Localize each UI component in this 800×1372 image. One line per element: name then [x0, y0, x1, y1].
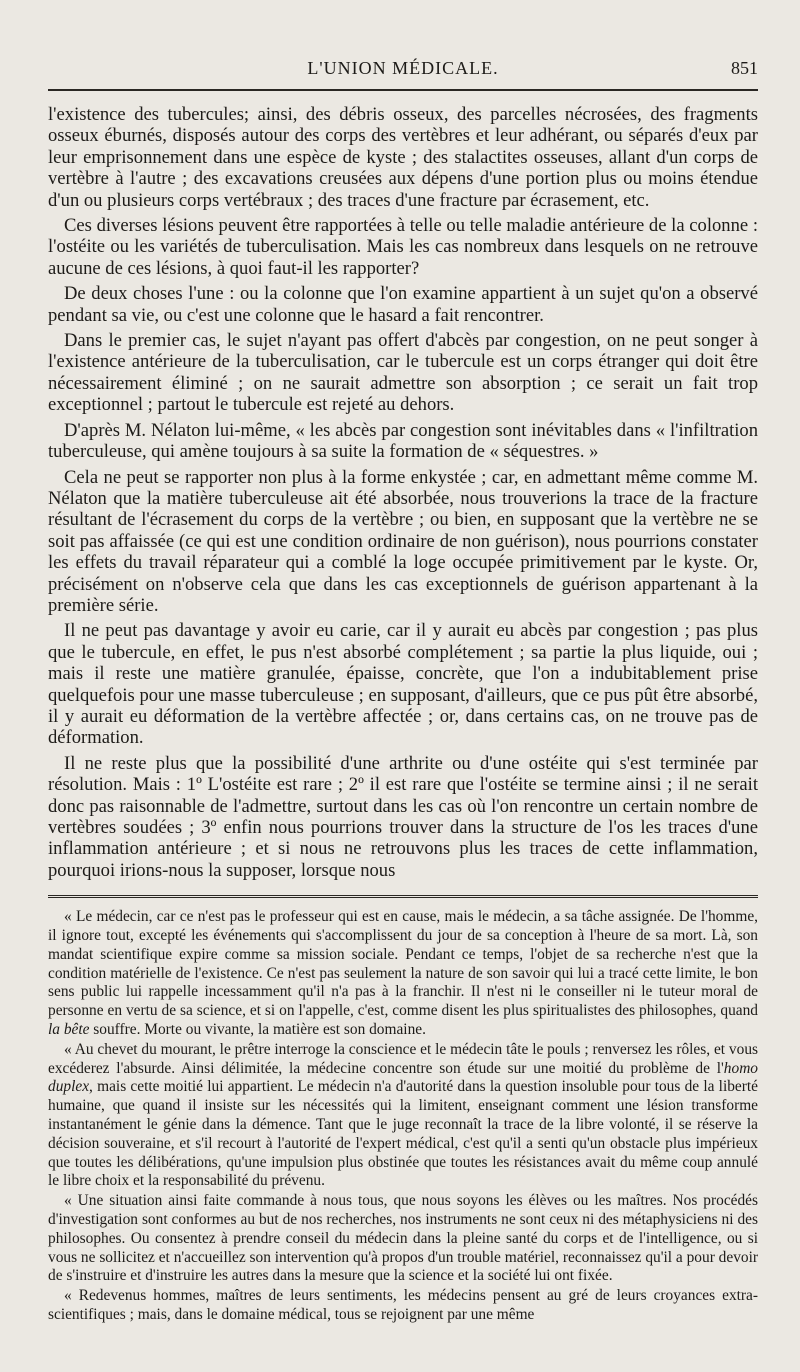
footnote-italic: homo duplex [48, 1059, 758, 1096]
paragraph: D'après M. Nélaton lui-même, « les abcès par congestion sont inévitables dans « l'infiltration tuberculeuse, qui amène toujours à sa suite la formation de « séquestres. » [48, 419, 758, 463]
paragraph: Il ne peut pas davantage y avoir eu carie, car il y aurait eu abcès par congestion ; pas plus que le tubercule, en effet, le pus n'est absorbé complétement ; sa partie la plus liquide, oui ; mais il reste une matière granulée, épaisse, concrète, que l'on a indubitablement prise quelquefois pour une masse tuberculeuse ; en supposant, d'ailleurs, que ce pus pût être absorbé, il y aurait eu déformation de la vertèbre affectée ; or, dans certains cas, on ne trouve pas de déformation. [48, 620, 758, 749]
footnote-text: , mais cette moitié lui appartient. Le médecin n'a d'autorité dans la question insoluble pour tous de la liberté humaine, que quand il insiste sur les nécessités qui la limitent, enseignant comment une lésion transforme instantanément le génie dans la démence. Tant que le juge reconnaît la trace de la libre volonté, il se réserve la décision souveraine, et s'il recourt à l'autorité de l'expert médical, c'est qu'il a senti qu'un obstacle plus impérieux que toutes les délibérations, qu'une impulsion plus obstinée que toutes les résistances avait du même coup annulé le libre choix et la responsabilité du prévenu. [48, 1078, 758, 1190]
paragraph: l'existence des tubercules; ainsi, des débris osseux, des parcelles nécrosées, des fragments osseux éburnés, disposés autour des corps des vertèbres et leur adhérant, ou séparés d'eux par leur emprisonnement dans une espèce de kyste ; des stalactites osseuses, allant d'un corps de vertèbre à l'autre ; des excavations creusées aux dépens d'une portion plus ou moins étendue d'un ou plusieurs corps vertébraux ; des traces d'une fracture par écrasement, etc. [48, 104, 758, 211]
header-rule [48, 89, 758, 91]
footnote-paragraph: « Une situation ainsi faite commande à nous tous, que nous soyons les élèves ou les maîtres. Nos procédés d'investigation sont conformes au but de nos recherches, nos instruments ne sont ceux ni des métaphysiciens ni des philosophes. Ou consentez à prendre conseil du médecin dans la pleine santé du corps et de l'intelligence, ou si vous ne sollicitez et n'accueillez son intervention qu'à propos d'un trouble matériel, reconnaissez qu'il a pour devoir de s'instruire et d'instruire les autres dans la mesure que la science et la société lui ont fixée. [48, 1192, 758, 1285]
footnote-paragraph: « Redevenus hommes, maîtres de leurs sentiments, les médecins pensent au gré de leurs croyances extra-scientifiques ; mais, dans le domaine médical, tous se rejoignent par une même [48, 1287, 758, 1323]
paragraph: Dans le premier cas, le sujet n'ayant pas offert d'abcès par congestion, on ne peut songer à l'existence antérieure de la tuberculisation, car le tubercule est un corps étranger qui doit être nécessairement éliminé ; on ne saurait admettre son absorption ; ce serait un fait trop exceptionnel ; partout le tubercule est rejeté au dehors. [48, 330, 758, 416]
footnote-paragraph [48, 908, 758, 1040]
footnote-text: souffre. Morte ou vivante, la matière est son domaine. [89, 1021, 426, 1038]
footnote-text: « Le médecin, car ce n'est pas le professeur qui est en cause, mais le médecin, a sa tâche assignée. De l'homme, il ignore tout, excepté les événements qui s'accomplissent du jour de sa conception à l'heure de sa mort. Là, son mandat scientifique expire comme sa mission sociale. Pendant ce temps, l'objet de sa recherche n'est que la condition matérielle de l'existence. Ce n'est pas seulement la nature de son savoir qui lui a tracé cette limite, le bon sens public lui rappelle incessamment qu'il n'a pas à la franchir. Il n'est ni le conseiller ni le tuteur moral de personne en vertu de sa science, et si on l'appelle, c'est, comme disent les plus spiritualistes des philosophes, quand [48, 908, 758, 1020]
footnote-italic: la bête [48, 1021, 90, 1038]
footnotes [48, 908, 758, 1325]
paragraph: Cela ne peut se rapporter non plus à la forme enkystée ; car, en admettant même comme M. Nélaton que la matière tuberculeuse ait été absorbée, nous trouverions la trace de la fracture résultant de l'écrasement du corps de la vertèbre ; ou bien, en supposant que la vertèbre ne se soit pas affaissée (ce qui est une condition ordinaire de non guérison), nous pourrions constater les effets du travail réparateur qui a comblé la loge occupée primitivement par le kyste. Or, précisément on n'observe cela que dans les cas exceptionnels de guérison appartenant à la première série. [48, 466, 758, 616]
footnote-paragraph [48, 1041, 758, 1191]
footnote-text: « Au chevet du mourant, le prêtre interroge la conscience et le médecin tâte le pouls ; renversez les rôles, et vous excéderez l'absurde. Ainsi délimitée, la médecine concentre son étude sur une moitié du problème de l' [48, 1040, 758, 1077]
page-header [48, 0, 758, 88]
running-title: L'UNION MÉDICALE. [307, 58, 499, 78]
page-number: 851 [731, 58, 758, 78]
paragraph: Il ne reste plus que la possibilité d'une arthrite ou d'une ostéite qui s'est terminée par résolution. Mais : 1º L'ostéite est rare ; 2º il est rare que l'ostéite se termine ainsi ; il ne serait donc pas raisonnable de l'admettre, surtout dans les cas où l'on rencontre un certain nombre de vertèbres soudées ; 3º enfin nous pourrions trouver dans la structure de l'os les traces d'une inflammation antérieure ; et si nous ne retrouvons plus les traces de cette inflammation, pourquoi irions-nous la supposer, lorsque nous [48, 752, 758, 881]
footnote-separator [48, 895, 758, 898]
paragraph: Ces diverses lésions peuvent être rapportées à telle ou telle maladie antérieure de la colonne : l'ostéite ou les variétés de tuberculisation. Mais les cas nombreux dans lesquels on ne retrouve aucune de ces lésions, à quoi faut-il les rapporter? [48, 215, 758, 279]
paragraph: De deux choses l'une : ou la colonne que l'on examine appartient à un sujet qu'on a observé pendant sa vie, ou c'est une colonne que le hasard a fait rencontrer. [48, 283, 758, 326]
main-text [48, 104, 758, 881]
